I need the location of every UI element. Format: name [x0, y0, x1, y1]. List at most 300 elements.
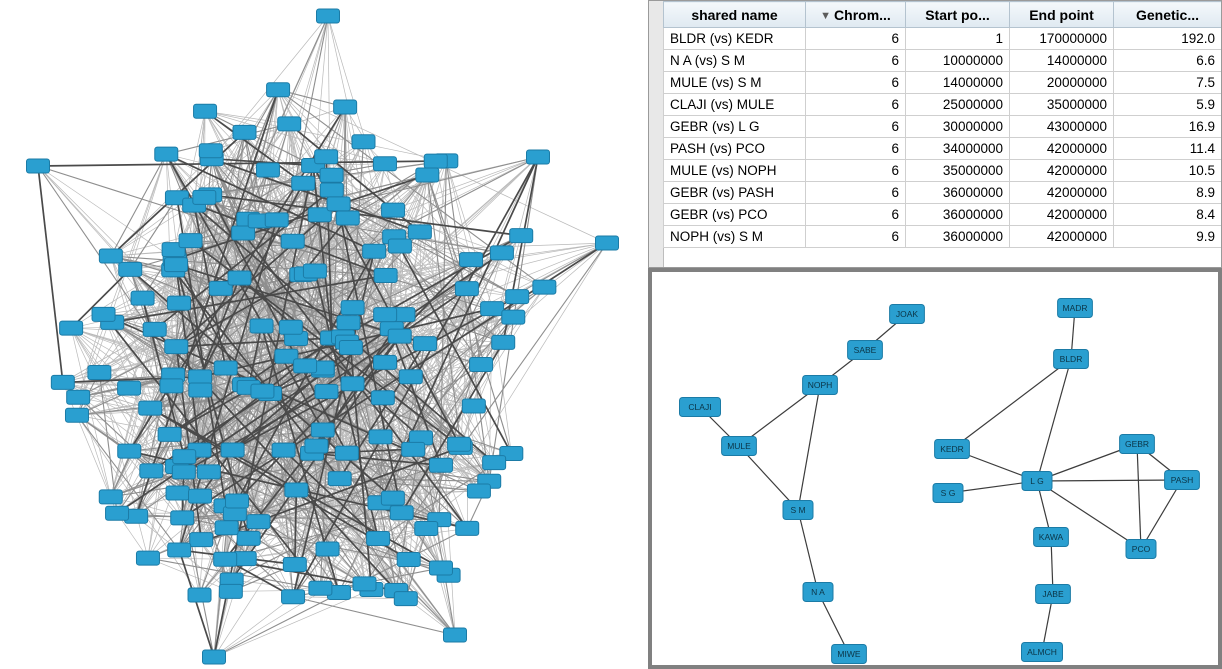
node-shape[interactable]: [92, 307, 115, 321]
network-node[interactable]: [506, 290, 529, 304]
node-shape[interactable]: [448, 437, 471, 451]
network-node[interactable]: [285, 483, 308, 497]
cell-genetic[interactable]: 7.5: [1114, 72, 1222, 94]
network-node[interactable]: [402, 442, 425, 456]
node-shape[interactable]: [228, 271, 251, 285]
network-node[interactable]: [327, 197, 350, 211]
node-shape[interactable]: [233, 125, 256, 139]
cell-shared-name[interactable]: N A (vs) S M: [664, 50, 806, 72]
subnetwork-node[interactable]: [1054, 350, 1089, 369]
cell-genetic[interactable]: 16.9: [1114, 116, 1222, 138]
node-shape[interactable]: [315, 150, 338, 164]
network-node[interactable]: [278, 117, 301, 131]
column-header-shared-name[interactable]: [664, 2, 806, 28]
node-shape[interactable]: [467, 484, 490, 498]
node-shape[interactable]: [337, 316, 360, 330]
network-node[interactable]: [381, 491, 404, 505]
cell-chromosome[interactable]: 6: [806, 160, 906, 182]
network-node[interactable]: [164, 258, 187, 272]
network-node[interactable]: [374, 268, 397, 282]
node-shape[interactable]: [388, 239, 411, 253]
network-node[interactable]: [99, 490, 122, 504]
column-header-genetic[interactable]: [1114, 2, 1222, 28]
network-node[interactable]: [336, 211, 359, 225]
network-node[interactable]: [320, 168, 343, 182]
network-node[interactable]: [267, 83, 290, 97]
node-shape[interactable]: [336, 211, 359, 225]
network-node[interactable]: [467, 484, 490, 498]
network-node[interactable]: [382, 203, 405, 217]
network-node[interactable]: [190, 533, 213, 547]
node-shape[interactable]: [369, 430, 392, 444]
table-row[interactable]: [664, 72, 1222, 94]
network-node[interactable]: [27, 159, 50, 173]
subnetwork-node[interactable]: [680, 398, 721, 417]
node-shape[interactable]: [118, 381, 141, 395]
node-shape[interactable]: [327, 197, 350, 211]
network-node[interactable]: [335, 446, 358, 460]
table-row[interactable]: [664, 94, 1222, 116]
network-node[interactable]: [341, 377, 364, 391]
network-node[interactable]: [189, 383, 212, 397]
network-node[interactable]: [193, 190, 216, 204]
node-shape[interactable]: [506, 290, 529, 304]
node-shape[interactable]: [367, 532, 390, 546]
network-node[interactable]: [374, 308, 397, 322]
network-node[interactable]: [510, 229, 533, 243]
network-node[interactable]: [168, 296, 191, 310]
node-shape[interactable]: [352, 135, 375, 149]
network-node[interactable]: [237, 531, 260, 545]
network-node[interactable]: [197, 465, 220, 479]
network-node[interactable]: [416, 168, 439, 182]
node-shape[interactable]: [51, 375, 74, 389]
node-shape[interactable]: [99, 490, 122, 504]
network-node[interactable]: [316, 542, 339, 556]
network-node[interactable]: [527, 150, 550, 164]
table-row[interactable]: [664, 226, 1222, 248]
cell-end-point[interactable]: 20000000: [1010, 72, 1114, 94]
network-node[interactable]: [282, 590, 305, 604]
node-shape[interactable]: [106, 506, 129, 520]
network-node[interactable]: [168, 543, 191, 557]
node-shape[interactable]: [429, 458, 452, 472]
cell-start-point[interactable]: 25000000: [906, 94, 1010, 116]
table-row[interactable]: [664, 28, 1222, 50]
node-shape[interactable]: [173, 450, 196, 464]
node-shape[interactable]: [429, 561, 452, 575]
node-shape[interactable]: [219, 584, 242, 598]
node-shape[interactable]: [65, 408, 88, 422]
node-shape[interactable]: [490, 246, 513, 260]
network-node[interactable]: [143, 322, 166, 336]
network-node[interactable]: [294, 359, 317, 373]
node-shape[interactable]: [119, 262, 142, 276]
subnetwork-canvas[interactable]: [652, 272, 1218, 665]
cell-genetic[interactable]: 10.5: [1114, 160, 1222, 182]
node-shape[interactable]: [444, 628, 467, 642]
cell-shared-name[interactable]: GEBR (vs) L G: [664, 116, 806, 138]
node-shape[interactable]: [223, 507, 246, 521]
node-shape[interactable]: [190, 533, 213, 547]
network-node[interactable]: [158, 427, 181, 441]
node-shape[interactable]: [353, 577, 376, 591]
network-node[interactable]: [247, 515, 270, 529]
filter-icon[interactable]: ▼: [820, 9, 832, 22]
node-shape[interactable]: [247, 515, 270, 529]
network-node[interactable]: [533, 280, 556, 294]
network-node[interactable]: [502, 310, 525, 324]
subnetwork-node[interactable]: [848, 341, 883, 360]
network-node[interactable]: [292, 176, 315, 190]
network-node[interactable]: [281, 234, 304, 248]
node-shape[interactable]: [118, 444, 141, 458]
network-node[interactable]: [172, 465, 195, 479]
network-node[interactable]: [136, 551, 159, 565]
cell-start-point[interactable]: 30000000: [906, 116, 1010, 138]
node-shape[interactable]: [189, 489, 212, 503]
node-shape[interactable]: [164, 258, 187, 272]
node-shape[interactable]: [136, 551, 159, 565]
subnetwork-node[interactable]: [1058, 299, 1093, 318]
network-node[interactable]: [397, 552, 420, 566]
subnetwork-node[interactable]: [803, 583, 833, 602]
network-node[interactable]: [352, 135, 375, 149]
node-shape[interactable]: [413, 337, 436, 351]
network-node[interactable]: [171, 511, 194, 525]
network-node[interactable]: [119, 262, 142, 276]
network-node[interactable]: [320, 183, 343, 197]
node-shape[interactable]: [282, 590, 305, 604]
cell-end-point[interactable]: 42000000: [1010, 204, 1114, 226]
column-header-chromosome[interactable]: [806, 2, 906, 28]
node-shape[interactable]: [373, 157, 396, 171]
network-node[interactable]: [492, 335, 515, 349]
network-node[interactable]: [65, 408, 88, 422]
node-shape[interactable]: [194, 104, 217, 118]
network-node[interactable]: [448, 437, 471, 451]
subnetwork-node[interactable]: [1036, 585, 1071, 604]
node-shape[interactable]: [281, 234, 304, 248]
node-shape[interactable]: [381, 491, 404, 505]
node-shape[interactable]: [193, 190, 216, 204]
cell-chromosome[interactable]: 6: [806, 50, 906, 72]
node-shape[interactable]: [160, 379, 183, 393]
node-shape[interactable]: [237, 531, 260, 545]
cell-shared-name[interactable]: GEBR (vs) PCO: [664, 204, 806, 226]
network-node[interactable]: [388, 329, 411, 343]
node-shape[interactable]: [250, 319, 273, 333]
network-node[interactable]: [353, 577, 376, 591]
cell-shared-name[interactable]: PASH (vs) PCO: [664, 138, 806, 160]
node-shape[interactable]: [189, 370, 212, 384]
node-shape[interactable]: [374, 268, 397, 282]
network-node[interactable]: [317, 9, 340, 23]
node-shape[interactable]: [394, 592, 417, 606]
network-node[interactable]: [165, 340, 188, 354]
node-shape[interactable]: [214, 361, 237, 375]
node-shape[interactable]: [166, 486, 189, 500]
cell-shared-name[interactable]: GEBR (vs) PASH: [664, 182, 806, 204]
node-shape[interactable]: [292, 176, 315, 190]
network-node[interactable]: [444, 628, 467, 642]
node-shape[interactable]: [285, 483, 308, 497]
node-shape[interactable]: [317, 9, 340, 23]
subnetwork-node[interactable]: [1022, 472, 1052, 491]
network-node[interactable]: [250, 319, 273, 333]
subnetwork-node[interactable]: [722, 437, 757, 456]
cell-shared-name[interactable]: MULE (vs) NOPH: [664, 160, 806, 182]
cell-genetic[interactable]: 5.9: [1114, 94, 1222, 116]
cell-chromosome[interactable]: 6: [806, 204, 906, 226]
cell-genetic[interactable]: 8.9: [1114, 182, 1222, 204]
node-shape[interactable]: [533, 280, 556, 294]
node-shape[interactable]: [67, 390, 90, 404]
network-node[interactable]: [341, 301, 364, 315]
node-shape[interactable]: [143, 322, 166, 336]
table-row[interactable]: [664, 116, 1222, 138]
table-row[interactable]: [664, 182, 1222, 204]
node-shape[interactable]: [315, 384, 338, 398]
network-node[interactable]: [179, 234, 202, 248]
network-node[interactable]: [390, 506, 413, 520]
network-node[interactable]: [233, 125, 256, 139]
table-row[interactable]: [664, 204, 1222, 226]
node-shape[interactable]: [140, 464, 163, 478]
node-shape[interactable]: [199, 144, 222, 158]
network-node[interactable]: [214, 361, 237, 375]
node-shape[interactable]: [363, 244, 386, 258]
subnetwork-node[interactable]: [1165, 471, 1200, 490]
cell-end-point[interactable]: 43000000: [1010, 116, 1114, 138]
cell-end-point[interactable]: 42000000: [1010, 160, 1114, 182]
network-node[interactable]: [166, 486, 189, 500]
network-node[interactable]: [251, 384, 274, 398]
node-shape[interactable]: [382, 203, 405, 217]
node-shape[interactable]: [335, 446, 358, 460]
node-shape[interactable]: [305, 439, 328, 453]
node-shape[interactable]: [172, 465, 195, 479]
node-shape[interactable]: [339, 341, 362, 355]
network-node[interactable]: [118, 444, 141, 458]
node-shape[interactable]: [390, 506, 413, 520]
node-shape[interactable]: [371, 391, 394, 405]
node-shape[interactable]: [303, 264, 326, 278]
network-node[interactable]: [415, 522, 438, 536]
node-shape[interactable]: [510, 229, 533, 243]
network-node[interactable]: [279, 320, 302, 334]
node-shape[interactable]: [221, 443, 244, 457]
cell-end-point[interactable]: 42000000: [1010, 226, 1114, 248]
network-node[interactable]: [60, 321, 83, 335]
network-node[interactable]: [155, 147, 178, 161]
node-shape[interactable]: [188, 588, 211, 602]
network-node[interactable]: [215, 521, 238, 535]
node-shape[interactable]: [189, 383, 212, 397]
node-shape[interactable]: [60, 321, 83, 335]
subnetwork-node[interactable]: [1022, 643, 1063, 662]
edge-table[interactable]: [663, 1, 1222, 248]
node-shape[interactable]: [215, 521, 238, 535]
subnetwork-node[interactable]: [890, 305, 925, 324]
network-node[interactable]: [394, 592, 417, 606]
node-shape[interactable]: [460, 253, 483, 267]
cell-shared-name[interactable]: BLDR (vs) KEDR: [664, 28, 806, 50]
network-node[interactable]: [106, 506, 129, 520]
node-shape[interactable]: [415, 522, 438, 536]
node-shape[interactable]: [272, 443, 295, 457]
cell-chromosome[interactable]: 6: [806, 226, 906, 248]
cell-chromosome[interactable]: 6: [806, 72, 906, 94]
node-shape[interactable]: [265, 213, 288, 227]
edge-table-panel[interactable]: [648, 0, 1222, 268]
node-shape[interactable]: [374, 308, 397, 322]
network-node[interactable]: [223, 507, 246, 521]
node-shape[interactable]: [279, 320, 302, 334]
network-node[interactable]: [334, 100, 357, 114]
network-node[interactable]: [429, 458, 452, 472]
network-node[interactable]: [373, 157, 396, 171]
subnetwork-node[interactable]: [783, 501, 813, 520]
node-shape[interactable]: [316, 542, 339, 556]
network-node[interactable]: [460, 253, 483, 267]
node-shape[interactable]: [416, 168, 439, 182]
network-node[interactable]: [456, 521, 479, 535]
network-node[interactable]: [311, 423, 334, 437]
node-shape[interactable]: [165, 340, 188, 354]
node-shape[interactable]: [179, 234, 202, 248]
node-shape[interactable]: [155, 147, 178, 161]
node-shape[interactable]: [171, 511, 194, 525]
node-shape[interactable]: [334, 100, 357, 114]
network-node[interactable]: [199, 144, 222, 158]
network-node[interactable]: [374, 355, 397, 369]
node-shape[interactable]: [399, 370, 422, 384]
network-node[interactable]: [490, 246, 513, 260]
network-node[interactable]: [309, 581, 332, 595]
node-shape[interactable]: [320, 183, 343, 197]
network-node[interactable]: [483, 456, 506, 470]
network-node[interactable]: [399, 370, 422, 384]
network-node[interactable]: [92, 307, 115, 321]
cell-shared-name[interactable]: MULE (vs) S M: [664, 72, 806, 94]
subnetwork-node[interactable]: [1120, 435, 1155, 454]
node-shape[interactable]: [388, 329, 411, 343]
network-node[interactable]: [413, 337, 436, 351]
node-shape[interactable]: [341, 301, 364, 315]
network-node[interactable]: [256, 163, 279, 177]
network-node[interactable]: [189, 370, 212, 384]
node-shape[interactable]: [470, 358, 493, 372]
subnetwork-node[interactable]: [933, 484, 963, 503]
node-shape[interactable]: [492, 335, 515, 349]
network-node[interactable]: [369, 430, 392, 444]
cell-chromosome[interactable]: 6: [806, 94, 906, 116]
column-header-start-point[interactable]: [906, 2, 1010, 28]
node-shape[interactable]: [139, 401, 162, 415]
network-node[interactable]: [303, 264, 326, 278]
network-node[interactable]: [315, 384, 338, 398]
network-node[interactable]: [140, 464, 163, 478]
node-shape[interactable]: [158, 427, 181, 441]
cell-chromosome[interactable]: 6: [806, 28, 906, 50]
table-row[interactable]: [664, 50, 1222, 72]
node-shape[interactable]: [311, 423, 334, 437]
network-node[interactable]: [305, 439, 328, 453]
node-shape[interactable]: [328, 472, 351, 486]
node-shape[interactable]: [214, 552, 237, 566]
node-shape[interactable]: [278, 117, 301, 131]
cell-end-point[interactable]: 170000000: [1010, 28, 1114, 50]
cell-start-point[interactable]: 35000000: [906, 160, 1010, 182]
table-row[interactable]: [664, 138, 1222, 160]
network-node[interactable]: [221, 443, 244, 457]
network-node[interactable]: [283, 557, 306, 571]
cell-genetic[interactable]: 8.4: [1114, 204, 1222, 226]
node-shape[interactable]: [527, 150, 550, 164]
node-shape[interactable]: [374, 355, 397, 369]
network-node[interactable]: [118, 381, 141, 395]
cell-genetic[interactable]: 11.4: [1114, 138, 1222, 160]
network-node[interactable]: [371, 391, 394, 405]
node-shape[interactable]: [483, 456, 506, 470]
cell-end-point[interactable]: 14000000: [1010, 50, 1114, 72]
subnetwork-node[interactable]: [1126, 540, 1156, 559]
network-node[interactable]: [388, 239, 411, 253]
node-shape[interactable]: [596, 236, 619, 250]
network-node[interactable]: [596, 236, 619, 250]
network-node[interactable]: [272, 443, 295, 457]
table-row[interactable]: [664, 160, 1222, 182]
node-shape[interactable]: [251, 384, 274, 398]
node-shape[interactable]: [481, 302, 504, 316]
network-node[interactable]: [367, 532, 390, 546]
network-node[interactable]: [51, 375, 74, 389]
cell-chromosome[interactable]: 6: [806, 138, 906, 160]
table-body[interactable]: [664, 28, 1222, 248]
cell-shared-name[interactable]: CLAJI (vs) MULE: [664, 94, 806, 116]
cell-genetic[interactable]: 6.6: [1114, 50, 1222, 72]
node-shape[interactable]: [424, 154, 447, 168]
network-node[interactable]: [339, 341, 362, 355]
network-node[interactable]: [194, 104, 217, 118]
node-shape[interactable]: [462, 399, 485, 413]
column-header-end-point[interactable]: [1010, 2, 1114, 28]
cell-chromosome[interactable]: 6: [806, 182, 906, 204]
node-shape[interactable]: [197, 465, 220, 479]
network-node[interactable]: [424, 154, 447, 168]
cell-shared-name[interactable]: NOPH (vs) S M: [664, 226, 806, 248]
network-node[interactable]: [131, 291, 154, 305]
network-node[interactable]: [88, 365, 111, 379]
network-node[interactable]: [265, 213, 288, 227]
cell-chromosome[interactable]: 6: [806, 116, 906, 138]
subnetwork-node[interactable]: [832, 645, 867, 664]
node-shape[interactable]: [168, 543, 191, 557]
network-node[interactable]: [337, 316, 360, 330]
subnetwork-node[interactable]: [1034, 528, 1069, 547]
node-shape[interactable]: [226, 494, 249, 508]
network-node[interactable]: [328, 472, 351, 486]
cell-genetic[interactable]: 9.9: [1114, 226, 1222, 248]
network-node[interactable]: [429, 561, 452, 575]
node-shape[interactable]: [99, 249, 122, 263]
network-node[interactable]: [139, 401, 162, 415]
network-node[interactable]: [188, 588, 211, 602]
node-shape[interactable]: [88, 365, 111, 379]
network-node[interactable]: [219, 584, 242, 598]
network-node[interactable]: [315, 150, 338, 164]
